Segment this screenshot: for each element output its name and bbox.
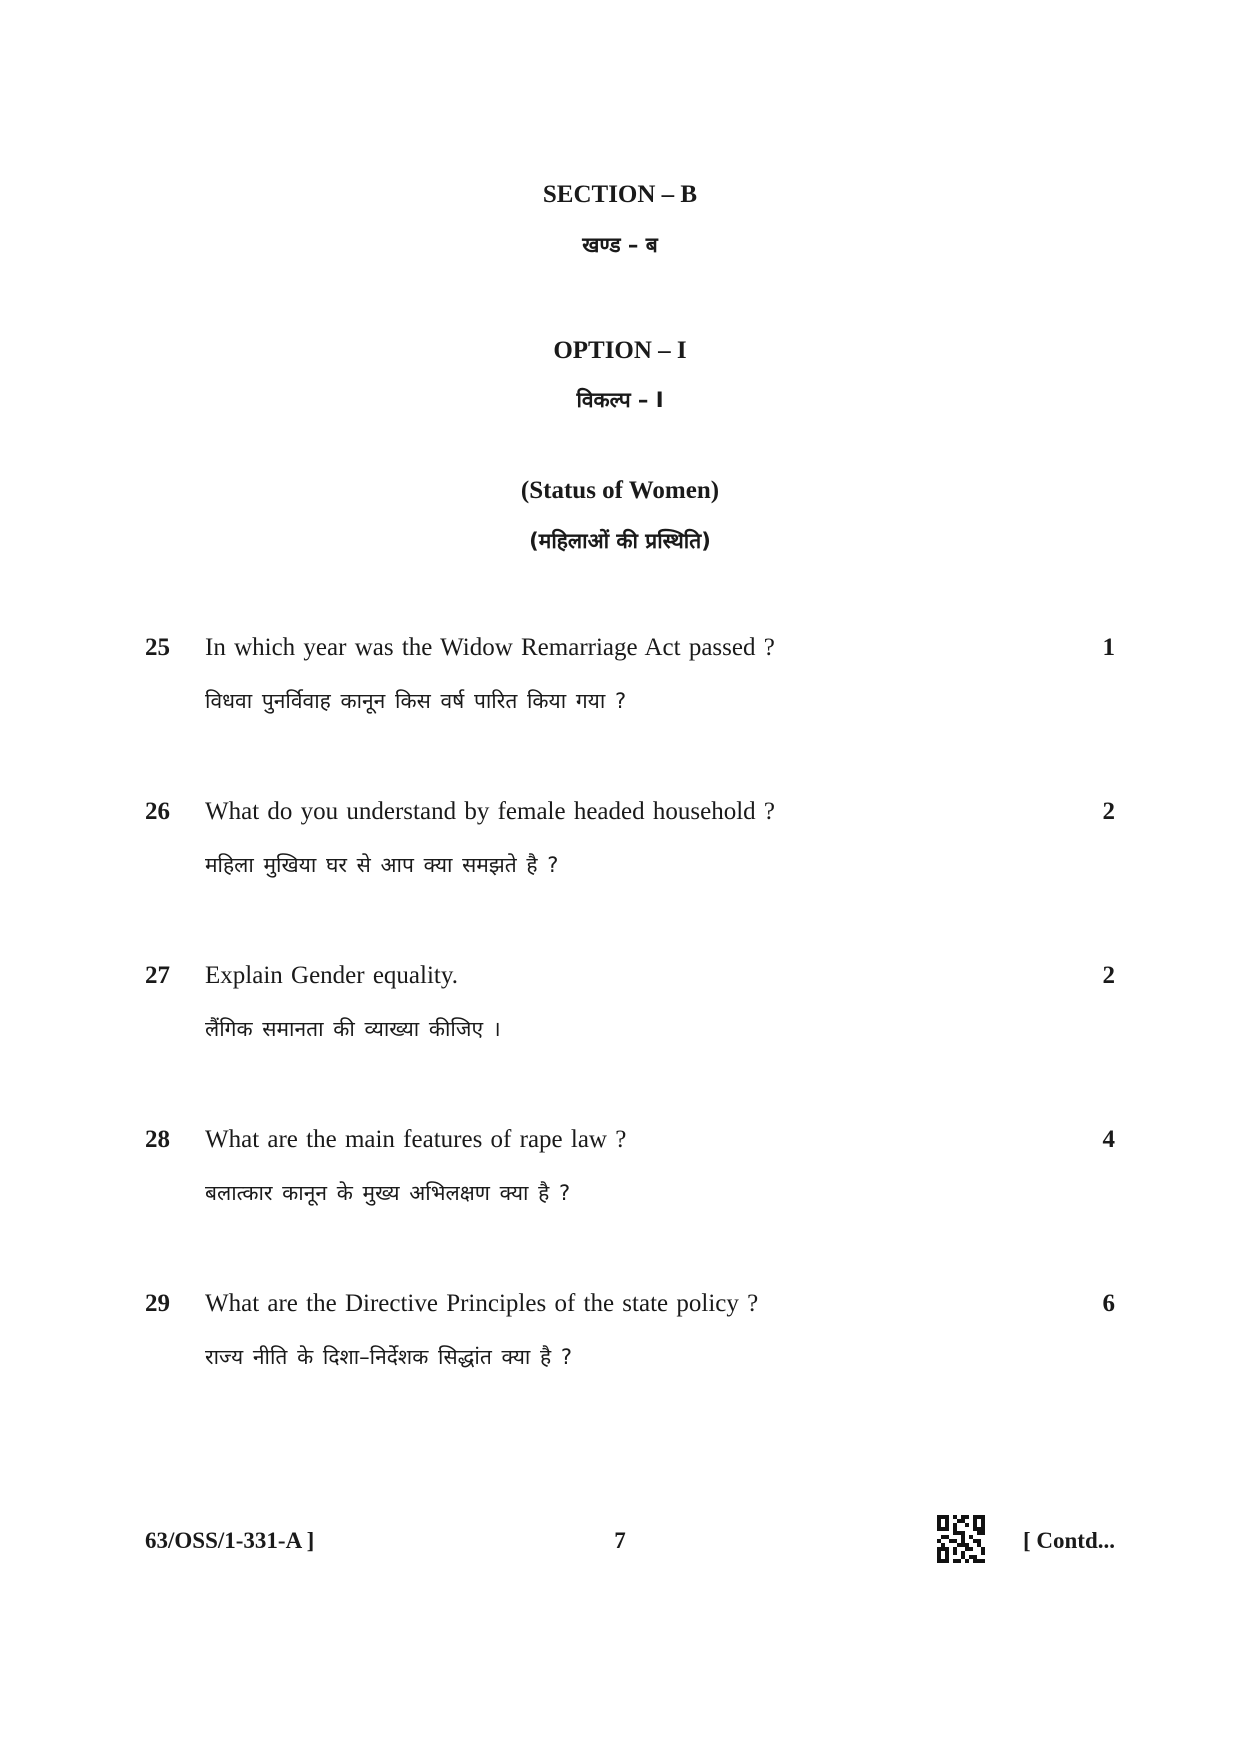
question-item bbox=[0, 1288, 1240, 1378]
question-text-hindi: लैंगिक समानता की व्याख्या कीजिए । bbox=[205, 1017, 501, 1041]
question-text-hindi: बलात्कार कानून के मुख्य अभिलक्षण क्या है ? bbox=[205, 1181, 571, 1205]
question-item bbox=[0, 632, 1240, 722]
qr-code-icon bbox=[937, 1515, 985, 1563]
question-number: 25 bbox=[145, 634, 170, 661]
question-marks: 6 bbox=[1102, 1290, 1115, 1317]
question-item bbox=[0, 1124, 1240, 1214]
question-marks: 2 bbox=[1102, 798, 1115, 825]
question-text: What are the Directive Principles of the state policy ? bbox=[205, 1290, 759, 1317]
question-text-hindi: विधवा पुनर्विवाह कानून किस वर्ष पारित किया गया ? bbox=[205, 689, 627, 713]
question-marks: 1 bbox=[1102, 634, 1115, 661]
paper-code: 63/OSS/1-331-A ] bbox=[145, 1528, 315, 1553]
question-marks: 4 bbox=[1102, 1126, 1115, 1153]
question-text: What do you understand by female headed household ? bbox=[205, 798, 775, 825]
question-number: 28 bbox=[145, 1126, 170, 1153]
question-text-hindi: महिला मुखिया घर से आप क्या समझते है ? bbox=[205, 853, 559, 877]
page-number: 7 bbox=[614, 1528, 626, 1553]
continued-label: [ Contd... bbox=[1022, 1528, 1115, 1553]
question-item bbox=[0, 796, 1240, 886]
topic-title: (Status of Women) bbox=[520, 477, 720, 504]
question-text: In which year was the Widow Remarriage Act passed ? bbox=[205, 634, 775, 661]
question-item bbox=[0, 960, 1240, 1050]
topic-title-hindi: (महिलाओं की प्रस्थिति) bbox=[529, 529, 711, 553]
question-text: What are the main features of rape law ? bbox=[205, 1126, 627, 1153]
section-title-hindi: खण्ड – ब bbox=[582, 233, 658, 257]
option-title-hindi: विकल्प – I bbox=[576, 388, 664, 412]
question-number: 29 bbox=[145, 1290, 170, 1317]
question-text-hindi: राज्य नीति के दिशा–निर्देशक सिद्धांत क्या है ? bbox=[205, 1345, 573, 1369]
question-number: 26 bbox=[145, 798, 170, 825]
option-title: OPTION – I bbox=[553, 337, 687, 364]
question-number: 27 bbox=[145, 962, 170, 989]
section-title: SECTION – B bbox=[542, 181, 698, 208]
question-text: Explain Gender equality. bbox=[205, 962, 458, 989]
question-marks: 2 bbox=[1102, 962, 1115, 989]
